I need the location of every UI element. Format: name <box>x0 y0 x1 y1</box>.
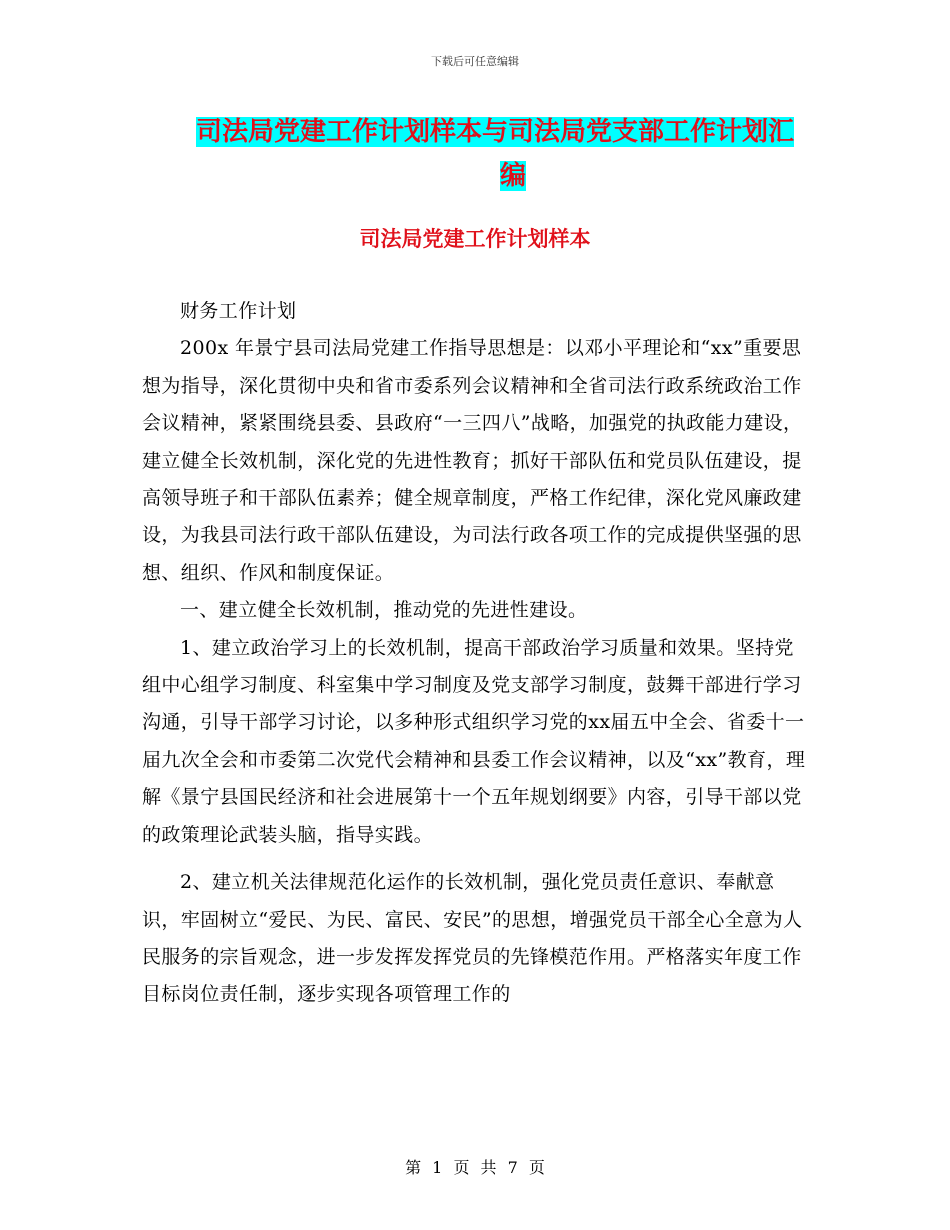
paragraph: 1、建立政治学习上的长效机制，提高干部政治学习质量和效果。坚持党组中心组学习制度、科室集中学习制度及党支部学习制度，鼓舞干部进行学习沟通，引导干部学习讨论，以多种形式组织学习党的xx届五中全会、省委十一届九次全会和市委第二次党代会精神和县委工作会议精神，以及“xx”教育，理解《景宁县国民经济和社会进展第十一个五年规划纲要》内容，引导干部以党的政策理论武装头脑，指导实践。 <box>142 636 806 846</box>
paragraph: 200x 年景宁县司法局党建工作指导思想是：以邓小平理论和“xx”重要思想为指导，深化贯彻中央和省市委系列会议精神和全省司法行政系统政治工作会议精神，紧紧围绕县委、县政府“一三四八”战略，加强党的执政能力建设，建立健全长效机制，深化党的先进性教育；抓好干部队伍和党员队伍建设，提高领导班子和干部队伍素养；健全规章制度，严格工作纪律，深化党风廉政建设，为我县司法行政干部队伍建设，为司法行政各项工作的完成提供坚强的思想、组织、作风和制度保证。 <box>142 337 803 584</box>
header-note: 下载后可任意编辑 <box>431 55 519 68</box>
title-line-2: 编 <box>499 161 526 191</box>
paragraph: 财务工作计划 <box>180 300 297 322</box>
paragraph: 2、建立机关法律规范化运作的长效机制，强化党员责任意识、奉献意识，牢固树立“爱民、为民、富民、安民”的思想，增强党员干部全心全意为人民服务的宗旨观念，进一步发挥发挥党员的先锋模范作用。严格落实年度工作目标岗位责任制，逐步实现各项管理工作的 <box>142 871 803 1006</box>
page-footer: 第 1 页 共 7 页 <box>405 1158 545 1177</box>
document-title <box>196 110 806 198</box>
document-body <box>142 293 810 1014</box>
paragraph: 一、建立健全长效机制，推动党的先进性建设。 <box>180 599 588 622</box>
section-title: 司法局党建工作计划样本 <box>359 227 591 251</box>
title-line-1: 司法局党建工作计划样本与司法局党支部工作计划汇 <box>196 117 795 147</box>
